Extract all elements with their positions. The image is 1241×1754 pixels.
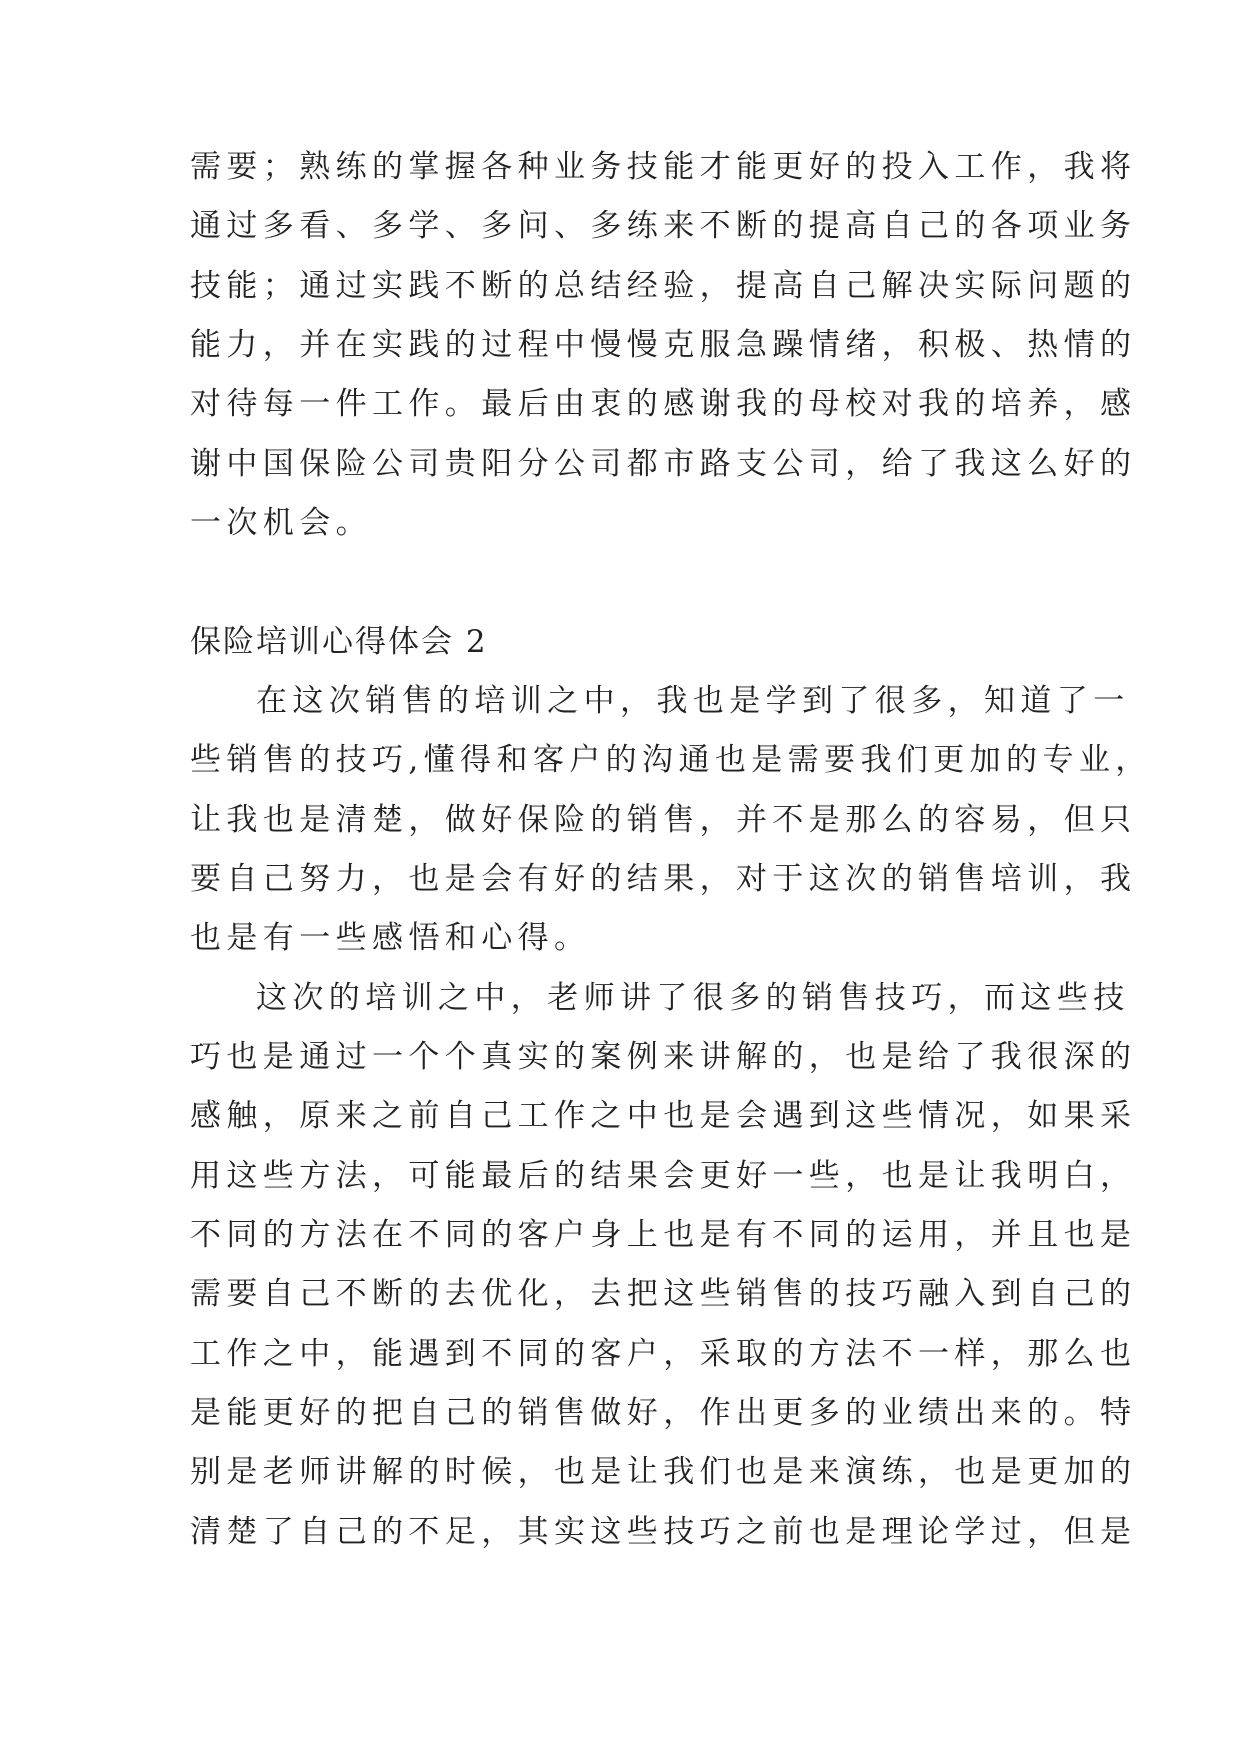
paragraph-line: 些销售的技巧,懂得和客户的沟通也是需要我们更加的专业， bbox=[190, 742, 1152, 778]
paragraph-line: 巧也是通过一个个真实的案例来讲解的，也是给了我很深的 bbox=[190, 1039, 1137, 1075]
paragraph-line: 在这次销售的培训之中，我也是学到了很多，知道了一 bbox=[256, 683, 1130, 719]
paragraph-line: 不同的方法在不同的客户身上也是有不同的运用，并且也是 bbox=[190, 1217, 1137, 1253]
paragraph-line: 一次机会。 bbox=[190, 505, 372, 541]
paragraph-line: 需要自己不断的去优化，去把这些销售的技巧融入到自己的 bbox=[190, 1276, 1137, 1312]
paragraph-line: 这次的培训之中，老师讲了很多的销售技巧，而这些技 bbox=[256, 980, 1130, 1016]
paragraph-line: 也是有一些感悟和心得。 bbox=[190, 920, 591, 956]
paragraph-line: 清楚了自己的不足，其实这些技巧之前也是理论学过，但是 bbox=[190, 1514, 1137, 1550]
paragraph-line: 要自己努力，也是会有好的结果，对于这次的销售培训，我 bbox=[190, 861, 1137, 897]
paragraph-line: 工作之中，能遇到不同的客户，采取的方法不一样，那么也 bbox=[190, 1336, 1137, 1372]
paragraph-line: 谢中国保险公司贵阳分公司都市路支公司，给了我这么好的 bbox=[190, 446, 1137, 482]
paragraph-line: 感触，原来之前自己工作之中也是会遇到这些情况，如果采 bbox=[190, 1098, 1137, 1134]
paragraph-line: 用这些方法，可能最后的结果会更好一些，也是让我明白， bbox=[190, 1158, 1137, 1194]
section-heading: 保险培训心得体会 2 bbox=[190, 624, 488, 660]
paragraph-line: 需要；熟练的掌握各种业务技能才能更好的投入工作，我将 bbox=[190, 149, 1137, 185]
paragraph-line: 能力，并在实践的过程中慢慢克服急躁情绪，积极、热情的 bbox=[190, 327, 1137, 363]
paragraph-line: 通过多看、多学、多问、多练来不断的提高自己的各项业务 bbox=[190, 208, 1137, 244]
paragraph-line: 让我也是清楚，做好保险的销售，并不是那么的容易，但只 bbox=[190, 802, 1137, 838]
paragraph-line: 别是老师讲解的时候，也是让我们也是来演练，也是更加的 bbox=[190, 1454, 1137, 1490]
paragraph-line: 对待每一件工作。最后由衷的感谢我的母校对我的培养，感 bbox=[190, 386, 1137, 422]
paragraph-line: 技能；通过实践不断的总结经验，提高自己解决实际问题的 bbox=[190, 268, 1137, 304]
paragraph-line: 是能更好的把自己的销售做好，作出更多的业绩出来的。特 bbox=[190, 1395, 1137, 1431]
